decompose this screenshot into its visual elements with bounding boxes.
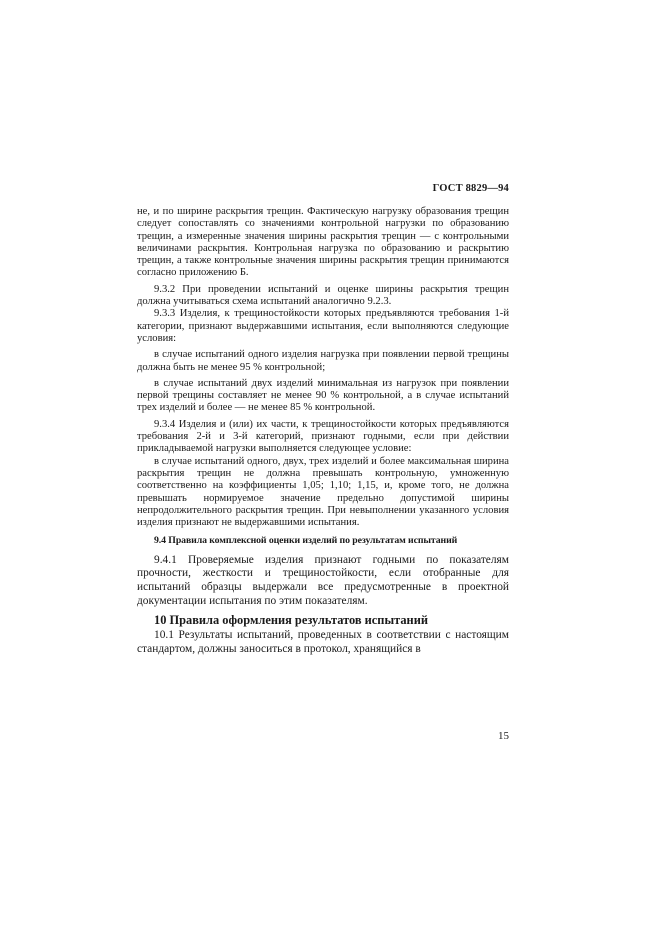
paragraph-9-3-2: 9.3.2 При проведении испытаний и оценке ширины раскрытия трещин должна учитываться схема испытаний аналогично 9.2.3. (137, 283, 509, 308)
standard-code-header: ГОСТ 8829—94 (432, 183, 509, 194)
paragraph-crack-width-condition: в случае испытаний одного, двух, трех изделий и более максимальная ширина раскрытия трещин не должна превышать контрольную, умноженную соответственно на коэффициенты 1,05; 1,10; 1,15, и, кроме того, не должна превышать нормируемое значение предельно допустимой ширины непродолжительного раскрытия трещин. При невыполнении указанного условия изделия признают не выдержавшими испытания. (137, 455, 509, 529)
paragraph-one-item-condition: в случае испытаний одного изделия нагрузка при появлении первой трещины должна быть не менее 95 % контрольной; (137, 349, 509, 373)
paragraph-9-4-1: 9.4.1 Проверяемые изделия признают годными по показателям прочности, жесткости и трещиностойкости, если отобранные для испытаний образцы выдержали все предусмотренные в проектной документации испытания по этим показателям. (137, 553, 509, 607)
document-body (137, 206, 509, 657)
paragraph-multi-item-condition: в случае испытаний двух изделий минимальная из нагрузок при появлении первой трещины составляет не менее 90 % контрольной, а в случае испытаний трех изделий и более — не менее 85 % контрольной. (137, 377, 509, 414)
paragraph-9-3-4: 9.3.4 Изделия и (или) их части, к трещиностойкости которых предъявляются требования 2-й и 3-й категорий, признают годными, если при действии прикладываемой нагрузки выполняется следующее условие: (137, 418, 509, 455)
section-heading-10: 10 Правила оформления результатов испытаний (154, 613, 428, 628)
section-heading-9-4: 9.4 Правила комплексной оценки изделий по результатам испытаний (154, 535, 458, 547)
paragraph-9-3-3: 9.3.3 Изделия, к трещиностойкости которых предъявляются требования 1-й категории, признают выдержавшими испытания, если выполняются следующие условия: (137, 308, 509, 344)
page-number: 15 (498, 730, 509, 742)
paragraph-10-1: 10.1 Результаты испытаний, проведенных в соответствии с настоящим стандартом, должны заноситься в протокол, хранящийся в (137, 629, 509, 655)
paragraph-continuation: не, и по ширине раскрытия трещин. Фактическую нагрузку образования трещин следует сопоставлять со значениями контрольной нагрузки по образованию трещин, а измеренные значения ширины раскрытия трещин — с контрольными величинами раскрытия. Контрольная нагрузка по образованию и раскрытию трещин, а также контрольные значения ширины раскрытия трещин принимаются согласно приложению Б. (137, 206, 509, 279)
